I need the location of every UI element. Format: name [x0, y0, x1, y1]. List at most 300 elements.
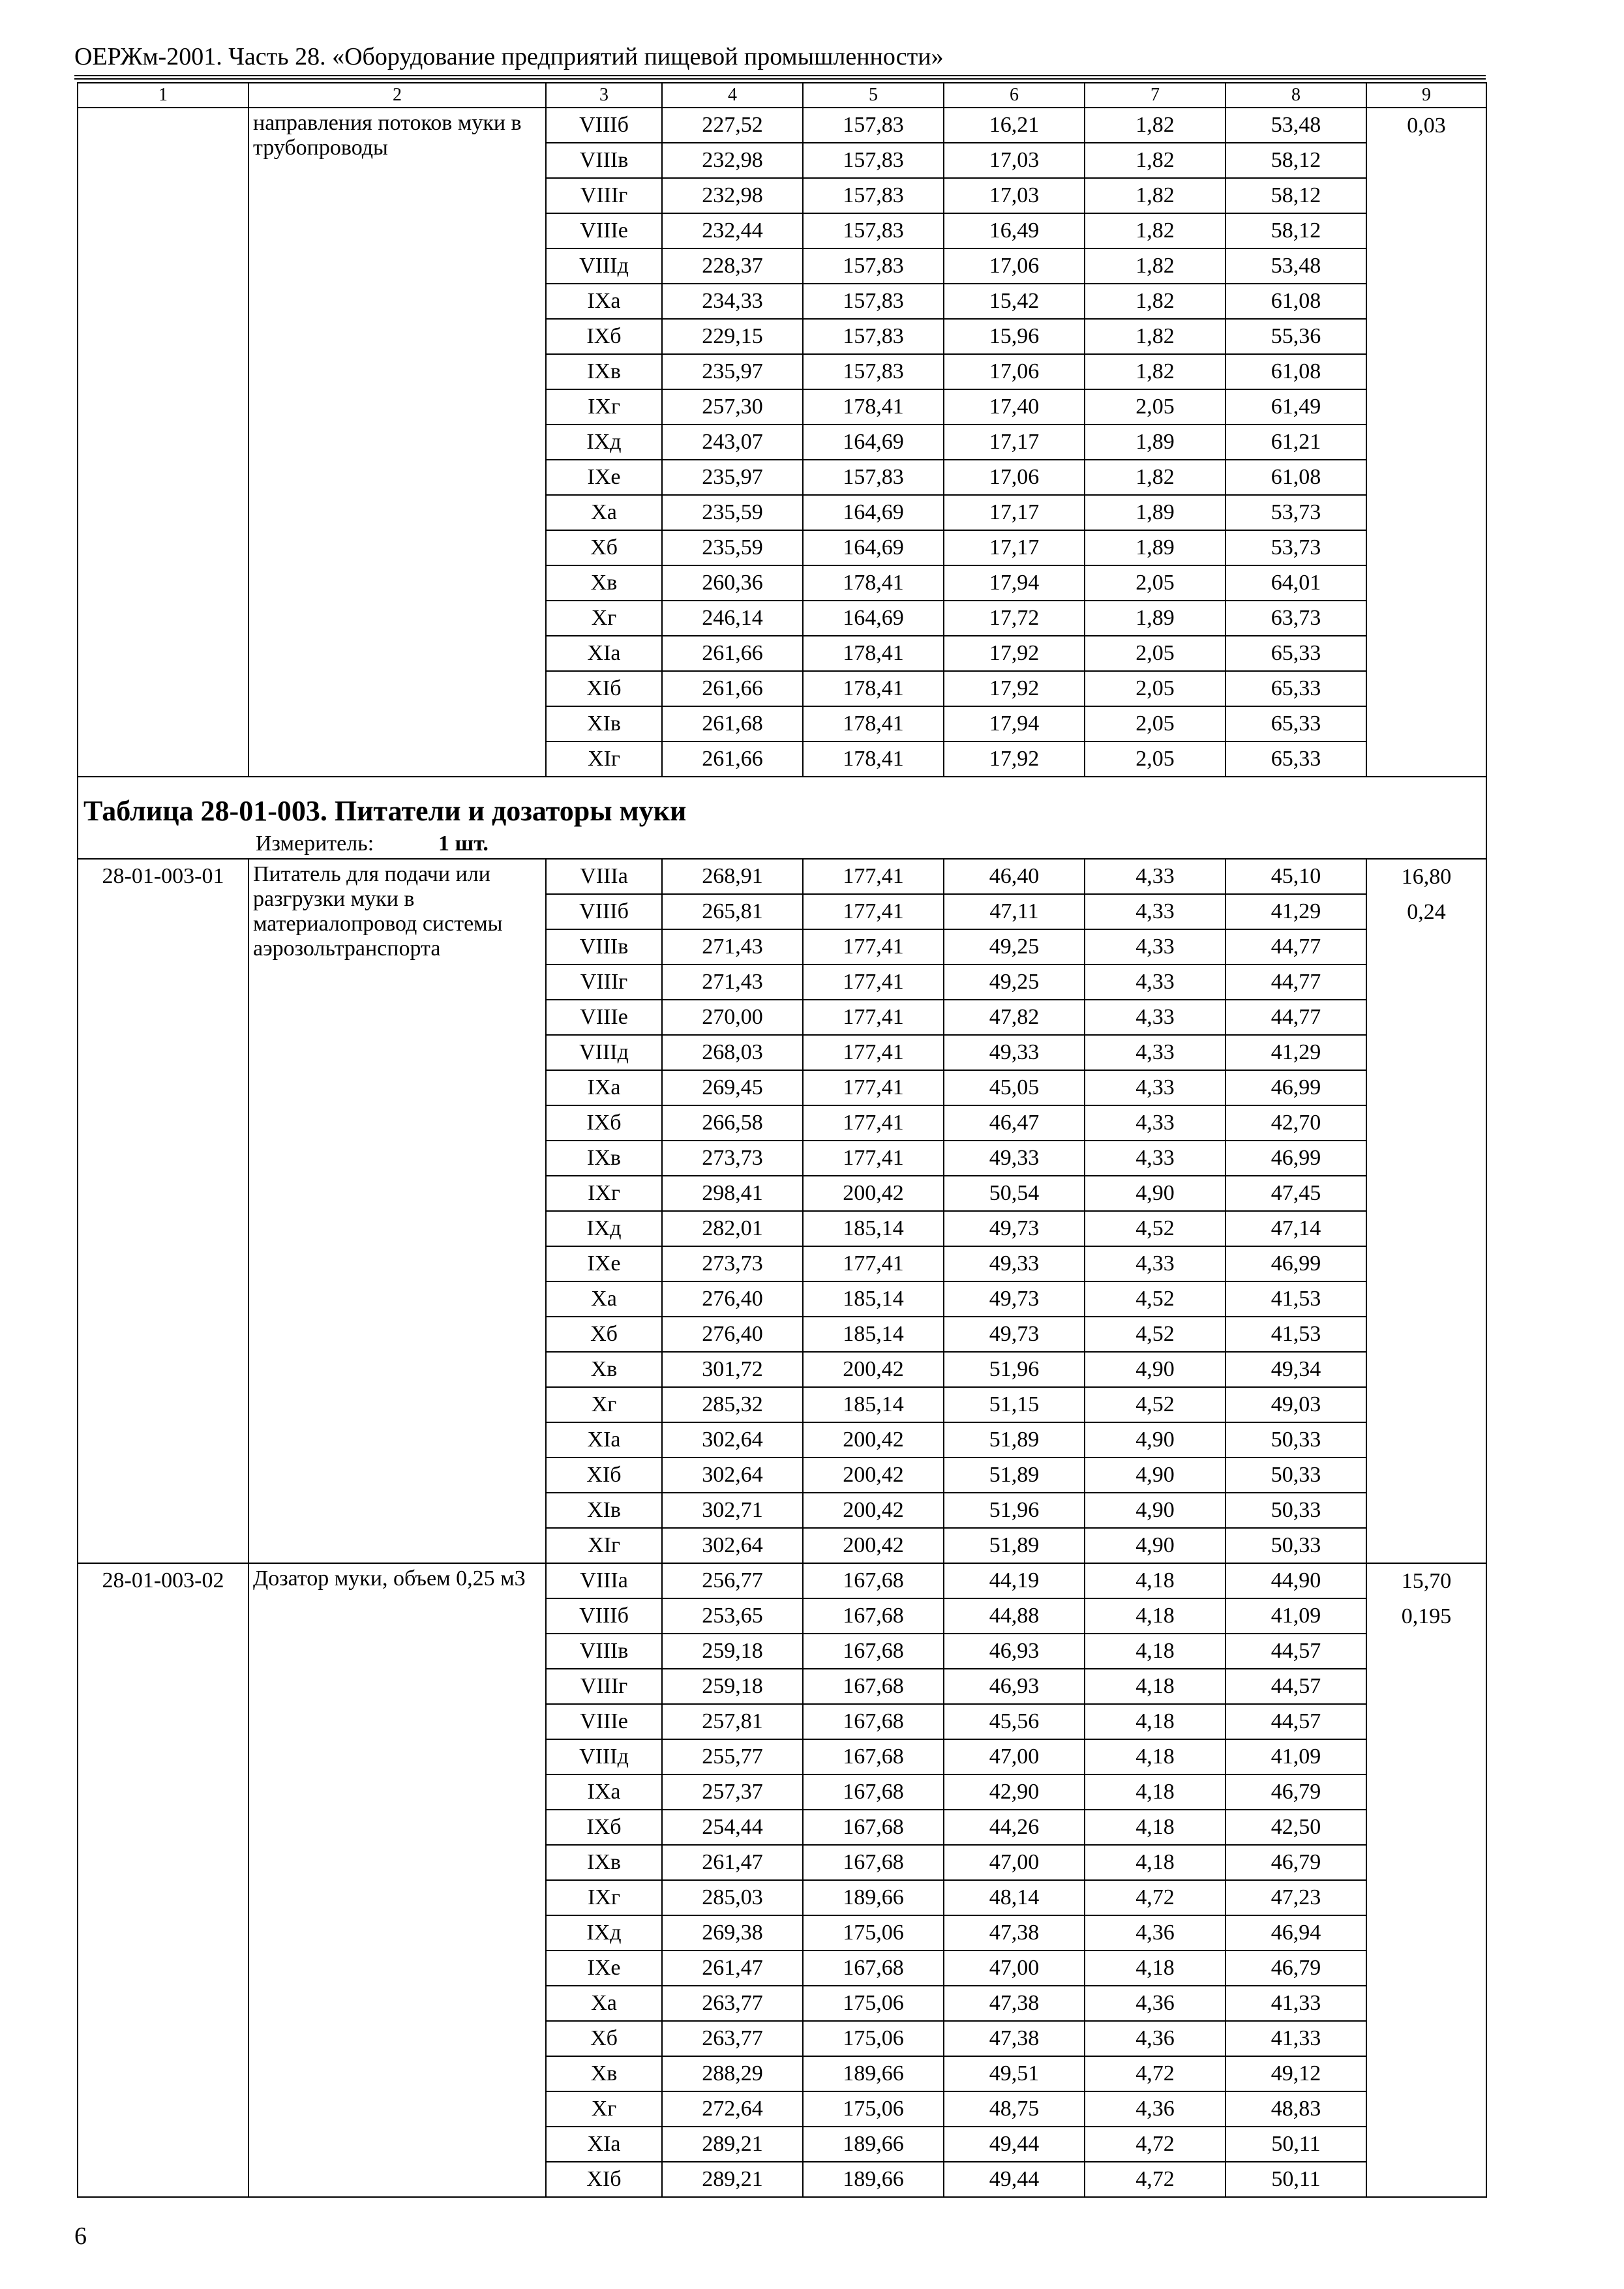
value-cell: 17,03: [944, 143, 1085, 178]
value-cell: 47,38: [944, 2021, 1085, 2056]
value-cell: 177,41: [803, 1105, 944, 1141]
rate-code: 28-01-003-02: [78, 1563, 248, 2197]
value-cell: 17,06: [944, 354, 1085, 389]
value-cell: 178,41: [803, 706, 944, 741]
zone-cell: Xв: [546, 565, 662, 601]
zone-cell: IXб: [546, 1105, 662, 1141]
value-cell: 289,21: [662, 2127, 803, 2162]
value-cell: 227,52: [662, 108, 803, 143]
value-cell: 4,18: [1085, 1845, 1226, 1880]
value-cell: 177,41: [803, 965, 944, 1000]
value-cell: 50,33: [1226, 1528, 1366, 1563]
value-cell: 61,08: [1226, 354, 1366, 389]
value-cell: 51,96: [944, 1493, 1085, 1528]
value-cell: 49,44: [944, 2127, 1085, 2162]
value-cell: 58,12: [1226, 143, 1366, 178]
value-cell: 4,36: [1085, 2091, 1226, 2127]
value-cell: 4,33: [1085, 1070, 1226, 1105]
column-number: 3: [546, 83, 662, 108]
value-cell: 4,18: [1085, 1563, 1226, 1598]
value-cell: 41,29: [1226, 894, 1366, 929]
value-cell: 49,44: [944, 2162, 1085, 2197]
zone-cell: Xг: [546, 2091, 662, 2127]
value-cell: 49,25: [944, 965, 1085, 1000]
value-cell: 46,79: [1226, 1951, 1366, 1986]
value-cell: 65,33: [1226, 706, 1366, 741]
zone-cell: IXд: [546, 1211, 662, 1246]
value-cell: 157,83: [803, 354, 944, 389]
value-cell: 4,72: [1085, 2162, 1226, 2197]
value-cell: 65,33: [1226, 636, 1366, 671]
value-cell: 17,40: [944, 389, 1085, 425]
measure-unit: 1 шт.: [438, 831, 489, 856]
value-cell: 175,06: [803, 1915, 944, 1951]
value-cell: 2,05: [1085, 706, 1226, 741]
value-cell: 268,91: [662, 859, 803, 894]
column-number: 2: [248, 83, 546, 108]
measure-label: Измеритель:: [256, 831, 374, 856]
zone-cell: VIIIв: [546, 929, 662, 965]
zone-cell: VIIIб: [546, 1598, 662, 1634]
value-cell: 49,33: [944, 1035, 1085, 1070]
zone-cell: VIIIе: [546, 213, 662, 248]
value-cell: 41,09: [1226, 1598, 1366, 1634]
zone-cell: IXв: [546, 1141, 662, 1176]
zone-cell: IXг: [546, 1176, 662, 1211]
zone-cell: VIIIб: [546, 108, 662, 143]
value-cell: 53,48: [1226, 108, 1366, 143]
header-rule: [74, 75, 1486, 80]
value-cell: 4,72: [1085, 2127, 1226, 2162]
value-cell: 178,41: [803, 389, 944, 425]
value-cell: 167,68: [803, 1951, 944, 1986]
value-cell: 47,38: [944, 1986, 1085, 2021]
value-cell: 167,68: [803, 1598, 944, 1634]
value-cell: 167,68: [803, 1845, 944, 1880]
value-cell: 178,41: [803, 636, 944, 671]
value-cell: 4,33: [1085, 1035, 1226, 1070]
value-cell: 16,21: [944, 108, 1085, 143]
value-cell: 17,17: [944, 530, 1085, 565]
value-cell: 47,14: [1226, 1211, 1366, 1246]
zone-cell: IXа: [546, 1774, 662, 1810]
rate-code-empty: [78, 108, 248, 777]
materials-value: 16,80: [1401, 865, 1452, 889]
value-cell: 302,64: [662, 1458, 803, 1493]
value-cell: 4,33: [1085, 1246, 1226, 1281]
zone-cell: VIIIд: [546, 1739, 662, 1774]
materials-value: 0,03: [1407, 113, 1446, 138]
value-cell: 1,82: [1085, 460, 1226, 495]
value-cell: 17,92: [944, 671, 1085, 706]
value-cell: 44,57: [1226, 1634, 1366, 1669]
value-cell: 4,18: [1085, 1774, 1226, 1810]
zone-cell: Xг: [546, 1387, 662, 1422]
value-cell: 4,36: [1085, 1915, 1226, 1951]
value-cell: 167,68: [803, 1563, 944, 1598]
value-cell: 164,69: [803, 601, 944, 636]
value-cell: 4,18: [1085, 1739, 1226, 1774]
value-cell: 42,70: [1226, 1105, 1366, 1141]
value-cell: 167,68: [803, 1669, 944, 1704]
value-cell: 50,54: [944, 1176, 1085, 1211]
value-cell: 175,06: [803, 1986, 944, 2021]
value-cell: 1,82: [1085, 354, 1226, 389]
value-cell: 189,66: [803, 2162, 944, 2197]
zone-cell: Xг: [546, 601, 662, 636]
value-cell: 58,12: [1226, 213, 1366, 248]
value-cell: 4,90: [1085, 1422, 1226, 1458]
zone-cell: VIIIе: [546, 1000, 662, 1035]
value-cell: 271,43: [662, 929, 803, 965]
column-number: 5: [803, 83, 944, 108]
value-cell: 177,41: [803, 1070, 944, 1105]
value-cell: 266,58: [662, 1105, 803, 1141]
value-cell: 273,73: [662, 1141, 803, 1176]
value-cell: 4,33: [1085, 894, 1226, 929]
value-cell: 200,42: [803, 1422, 944, 1458]
value-cell: 189,66: [803, 1880, 944, 1915]
value-cell: 50,11: [1226, 2162, 1366, 2197]
zone-cell: XIа: [546, 2127, 662, 2162]
value-cell: 4,90: [1085, 1458, 1226, 1493]
value-cell: 178,41: [803, 565, 944, 601]
value-cell: 164,69: [803, 530, 944, 565]
value-cell: 259,18: [662, 1669, 803, 1704]
value-cell: 61,08: [1226, 284, 1366, 319]
value-cell: 254,44: [662, 1810, 803, 1845]
zone-cell: Xб: [546, 1317, 662, 1352]
zone-cell: IXд: [546, 1915, 662, 1951]
work-description: направления потоков муки в трубопроводы: [248, 108, 546, 777]
value-cell: 51,89: [944, 1458, 1085, 1493]
value-cell: 4,33: [1085, 1000, 1226, 1035]
value-cell: 17,06: [944, 248, 1085, 284]
value-cell: 48,83: [1226, 2091, 1366, 2127]
value-cell: 1,82: [1085, 319, 1226, 354]
value-cell: 177,41: [803, 1035, 944, 1070]
value-cell: 178,41: [803, 671, 944, 706]
value-cell: 45,56: [944, 1704, 1085, 1739]
rates-table: [77, 82, 1487, 2198]
value-cell: 4,90: [1085, 1528, 1226, 1563]
value-cell: 47,11: [944, 894, 1085, 929]
value-cell: 302,64: [662, 1528, 803, 1563]
column-number: 6: [944, 83, 1085, 108]
value-cell: 164,69: [803, 495, 944, 530]
zone-cell: Xа: [546, 495, 662, 530]
value-cell: 157,83: [803, 284, 944, 319]
value-cell: 46,40: [944, 859, 1085, 894]
zone-cell: XIв: [546, 1493, 662, 1528]
column-number: 8: [1226, 83, 1366, 108]
value-cell: 235,97: [662, 460, 803, 495]
value-cell: 276,40: [662, 1281, 803, 1317]
value-cell: 177,41: [803, 894, 944, 929]
value-cell: 53,73: [1226, 495, 1366, 530]
materials-cell: [1366, 108, 1486, 777]
value-cell: 17,94: [944, 565, 1085, 601]
zone-cell: VIIIг: [546, 178, 662, 213]
value-cell: 235,59: [662, 495, 803, 530]
value-cell: 46,99: [1226, 1246, 1366, 1281]
value-cell: 17,03: [944, 178, 1085, 213]
zone-cell: VIIIд: [546, 248, 662, 284]
column-number: 9: [1366, 83, 1486, 108]
value-cell: 289,21: [662, 2162, 803, 2197]
value-cell: 45,10: [1226, 859, 1366, 894]
value-cell: 157,83: [803, 108, 944, 143]
value-cell: 167,68: [803, 1810, 944, 1845]
zone-cell: XIб: [546, 671, 662, 706]
value-cell: 232,44: [662, 213, 803, 248]
value-cell: 257,81: [662, 1704, 803, 1739]
value-cell: 65,33: [1226, 671, 1366, 706]
value-cell: 4,33: [1085, 1105, 1226, 1141]
value-cell: 44,77: [1226, 929, 1366, 965]
value-cell: 44,90: [1226, 1563, 1366, 1598]
value-cell: 46,47: [944, 1105, 1085, 1141]
value-cell: 44,57: [1226, 1669, 1366, 1704]
value-cell: 4,52: [1085, 1387, 1226, 1422]
value-cell: 285,03: [662, 1880, 803, 1915]
value-cell: 49,51: [944, 2056, 1085, 2091]
value-cell: 47,38: [944, 1915, 1085, 1951]
value-cell: 4,18: [1085, 1669, 1226, 1704]
value-cell: 47,45: [1226, 1176, 1366, 1211]
value-cell: 178,41: [803, 741, 944, 777]
value-cell: 185,14: [803, 1211, 944, 1246]
value-cell: 50,11: [1226, 2127, 1366, 2162]
value-cell: 49,73: [944, 1211, 1085, 1246]
zone-cell: IXа: [546, 1070, 662, 1105]
value-cell: 235,59: [662, 530, 803, 565]
value-cell: 261,47: [662, 1951, 803, 1986]
value-cell: 261,47: [662, 1845, 803, 1880]
value-cell: 41,33: [1226, 1986, 1366, 2021]
zone-cell: VIIIа: [546, 859, 662, 894]
value-cell: 246,14: [662, 601, 803, 636]
value-cell: 200,42: [803, 1493, 944, 1528]
value-cell: 157,83: [803, 143, 944, 178]
value-cell: 50,33: [1226, 1422, 1366, 1458]
value-cell: 301,72: [662, 1352, 803, 1387]
value-cell: 42,50: [1226, 1810, 1366, 1845]
value-cell: 164,69: [803, 425, 944, 460]
value-cell: 44,26: [944, 1810, 1085, 1845]
zone-cell: VIIIд: [546, 1035, 662, 1070]
value-cell: 17,06: [944, 460, 1085, 495]
column-number: 7: [1085, 83, 1226, 108]
zone-cell: Xв: [546, 2056, 662, 2091]
value-cell: 235,97: [662, 354, 803, 389]
value-cell: 4,52: [1085, 1317, 1226, 1352]
zone-cell: IXг: [546, 389, 662, 425]
value-cell: 265,81: [662, 894, 803, 929]
value-cell: 47,00: [944, 1739, 1085, 1774]
value-cell: 4,36: [1085, 1986, 1226, 2021]
zone-cell: Xв: [546, 1352, 662, 1387]
value-cell: 175,06: [803, 2021, 944, 2056]
value-cell: 63,73: [1226, 601, 1366, 636]
value-cell: 257,30: [662, 389, 803, 425]
zone-cell: Xа: [546, 1986, 662, 2021]
value-cell: 273,73: [662, 1246, 803, 1281]
value-cell: 53,48: [1226, 248, 1366, 284]
value-cell: 185,14: [803, 1281, 944, 1317]
value-cell: 41,53: [1226, 1281, 1366, 1317]
value-cell: 189,66: [803, 2056, 944, 2091]
value-cell: 177,41: [803, 1000, 944, 1035]
value-cell: 51,15: [944, 1387, 1085, 1422]
value-cell: 49,25: [944, 929, 1085, 965]
value-cell: 167,68: [803, 1704, 944, 1739]
value-cell: 41,29: [1226, 1035, 1366, 1070]
table-row: [78, 108, 1486, 143]
value-cell: 268,03: [662, 1035, 803, 1070]
value-cell: 53,73: [1226, 530, 1366, 565]
value-cell: 4,90: [1085, 1352, 1226, 1387]
value-cell: 2,05: [1085, 389, 1226, 425]
value-cell: 243,07: [662, 425, 803, 460]
value-cell: 47,23: [1226, 1880, 1366, 1915]
table-title-row: [78, 777, 1486, 830]
value-cell: 157,83: [803, 319, 944, 354]
value-cell: 256,77: [662, 1563, 803, 1598]
value-cell: 17,17: [944, 425, 1085, 460]
value-cell: 298,41: [662, 1176, 803, 1211]
value-cell: 261,66: [662, 671, 803, 706]
value-cell: 17,17: [944, 495, 1085, 530]
value-cell: 271,43: [662, 965, 803, 1000]
value-cell: 177,41: [803, 1246, 944, 1281]
zone-cell: IXе: [546, 1951, 662, 1986]
value-cell: 49,12: [1226, 2056, 1366, 2091]
value-cell: 177,41: [803, 1141, 944, 1176]
value-cell: 276,40: [662, 1317, 803, 1352]
value-cell: 46,93: [944, 1634, 1085, 1669]
value-cell: 1,82: [1085, 178, 1226, 213]
value-cell: 4,90: [1085, 1493, 1226, 1528]
value-cell: 2,05: [1085, 671, 1226, 706]
value-cell: 302,64: [662, 1422, 803, 1458]
value-cell: 48,75: [944, 2091, 1085, 2127]
value-cell: 47,00: [944, 1951, 1085, 1986]
value-cell: 269,38: [662, 1915, 803, 1951]
value-cell: 4,33: [1085, 929, 1226, 965]
zone-cell: IXб: [546, 1810, 662, 1845]
zone-cell: XIа: [546, 1422, 662, 1458]
value-cell: 177,41: [803, 859, 944, 894]
value-cell: 4,18: [1085, 1951, 1226, 1986]
value-cell: 61,21: [1226, 425, 1366, 460]
zone-cell: VIIIв: [546, 143, 662, 178]
value-cell: 272,64: [662, 2091, 803, 2127]
value-cell: 200,42: [803, 1176, 944, 1211]
value-cell: 44,77: [1226, 965, 1366, 1000]
value-cell: 49,73: [944, 1317, 1085, 1352]
value-cell: 1,89: [1085, 530, 1226, 565]
table-title: Таблица 28-01-003. Питатели и дозаторы муки: [78, 777, 1486, 830]
value-cell: 2,05: [1085, 741, 1226, 777]
zone-cell: IXа: [546, 284, 662, 319]
column-number: 1: [78, 83, 248, 108]
value-cell: 45,05: [944, 1070, 1085, 1105]
zone-cell: IXг: [546, 1880, 662, 1915]
value-cell: 4,18: [1085, 1810, 1226, 1845]
zone-cell: VIIIе: [546, 1704, 662, 1739]
value-cell: 4,33: [1085, 859, 1226, 894]
zone-cell: IXб: [546, 319, 662, 354]
value-cell: 285,32: [662, 1387, 803, 1422]
materials-value: 0,195: [1401, 1604, 1452, 1628]
page-header: ОЕРЖм-2001. Часть 28. «Оборудование предприятий пищевой промышленности»: [74, 43, 944, 70]
value-cell: 44,88: [944, 1598, 1085, 1634]
value-cell: 269,45: [662, 1070, 803, 1105]
zone-cell: VIIIв: [546, 1634, 662, 1669]
value-cell: 1,82: [1085, 284, 1226, 319]
value-cell: 51,96: [944, 1352, 1085, 1387]
value-cell: 302,71: [662, 1493, 803, 1528]
value-cell: 41,09: [1226, 1739, 1366, 1774]
value-cell: 17,92: [944, 636, 1085, 671]
value-cell: 51,89: [944, 1528, 1085, 1563]
zone-cell: Xб: [546, 2021, 662, 2056]
value-cell: 4,33: [1085, 965, 1226, 1000]
value-cell: 261,68: [662, 706, 803, 741]
value-cell: 185,14: [803, 1317, 944, 1352]
page-number: 6: [74, 2222, 87, 2250]
value-cell: 157,83: [803, 213, 944, 248]
value-cell: 1,82: [1085, 213, 1226, 248]
value-cell: 46,99: [1226, 1070, 1366, 1105]
materials-cell: [1366, 859, 1486, 1563]
value-cell: 4,18: [1085, 1598, 1226, 1634]
value-cell: 167,68: [803, 1634, 944, 1669]
value-cell: 44,77: [1226, 1000, 1366, 1035]
table-row: [78, 859, 1486, 894]
value-cell: 55,36: [1226, 319, 1366, 354]
value-cell: 46,79: [1226, 1774, 1366, 1810]
value-cell: 228,37: [662, 248, 803, 284]
value-cell: 61,49: [1226, 389, 1366, 425]
column-number-row: [78, 83, 1486, 108]
value-cell: 4,18: [1085, 1634, 1226, 1669]
zone-cell: XIа: [546, 636, 662, 671]
value-cell: 175,06: [803, 2091, 944, 2127]
value-cell: 157,83: [803, 178, 944, 213]
zone-cell: XIг: [546, 741, 662, 777]
value-cell: 49,33: [944, 1246, 1085, 1281]
value-cell: 1,82: [1085, 248, 1226, 284]
zone-cell: IXд: [546, 425, 662, 460]
value-cell: 270,00: [662, 1000, 803, 1035]
value-cell: 2,05: [1085, 636, 1226, 671]
zone-cell: IXв: [546, 354, 662, 389]
value-cell: 261,66: [662, 741, 803, 777]
value-cell: 263,77: [662, 1986, 803, 2021]
zone-cell: VIIIб: [546, 894, 662, 929]
zone-cell: XIв: [546, 706, 662, 741]
zone-cell: VIIIг: [546, 965, 662, 1000]
value-cell: 15,42: [944, 284, 1085, 319]
value-cell: 157,83: [803, 248, 944, 284]
work-description: Питатель для подачи или разгрузки муки в материалопровод системы аэрозольтранспорта: [248, 859, 546, 1563]
value-cell: 282,01: [662, 1211, 803, 1246]
value-cell: 200,42: [803, 1352, 944, 1387]
value-cell: 4,72: [1085, 1880, 1226, 1915]
value-cell: 255,77: [662, 1739, 803, 1774]
